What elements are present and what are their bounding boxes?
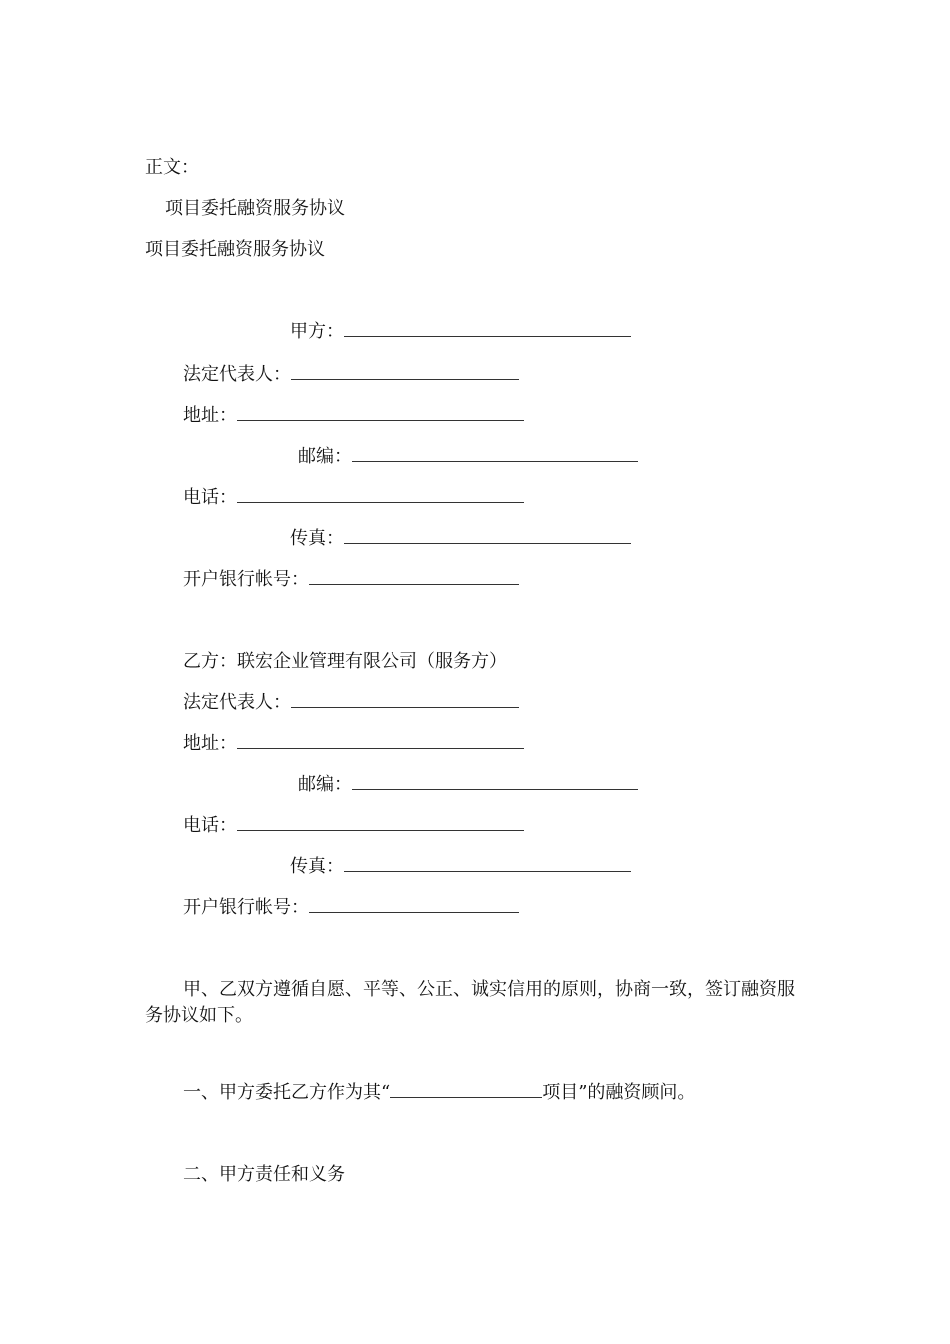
party-a-fax-row — [290, 527, 631, 551]
party-b-fax-row — [290, 855, 631, 879]
intro-paragraph: 甲、乙双方遵循自愿、平等、公正、诚实信用的原则，协商一致，签订融资服务协议如下。 — [145, 979, 795, 1026]
party-b-phone-blank — [237, 814, 524, 831]
party-a-rep-label: 法定代表人： — [183, 364, 291, 385]
party-a-address-row — [183, 404, 524, 428]
party-a-postcode-row — [298, 445, 638, 469]
party-b-phone-label: 电话： — [183, 815, 237, 836]
party-a-bank-blank — [309, 568, 519, 585]
party-b-rep-row — [183, 691, 519, 715]
party-a-name-label: 甲方： — [290, 321, 344, 342]
party-b-phone-row — [183, 814, 524, 838]
party-a-address-label: 地址： — [183, 405, 237, 426]
party-a-rep-blank — [291, 363, 519, 380]
party-b-address-blank — [237, 732, 524, 749]
clause-1-suffix: 项目”的融资顾问。 — [542, 1082, 696, 1103]
clause-1-prefix: 一、甲方委托乙方作为其“ — [183, 1082, 391, 1103]
party-a-bank-label: 开户银行帐号： — [183, 569, 309, 590]
party-b-postcode-label: 邮编： — [298, 774, 352, 795]
party-b-bank-row — [183, 896, 519, 920]
party-a-address-blank — [237, 404, 524, 421]
party-b-bank-blank — [309, 896, 519, 913]
party-a-phone-row — [183, 486, 524, 510]
party-b-address-label: 地址： — [183, 733, 237, 754]
clause-1 — [183, 1081, 695, 1105]
party-b-fax-label: 传真： — [290, 856, 344, 877]
party-a-bank-row — [183, 568, 519, 592]
party-b-rep-blank — [291, 691, 519, 708]
party-a-phone-blank — [237, 486, 524, 503]
document-title: 项目委托融资服务协议 — [145, 239, 325, 260]
party-a-name-blank — [344, 320, 631, 337]
party-b-rep-label: 法定代表人： — [183, 692, 291, 713]
party-a-postcode-label: 邮编： — [298, 446, 352, 467]
party-b-fax-blank — [344, 855, 631, 872]
party-a-rep-row — [183, 363, 519, 387]
party-b-postcode-blank — [352, 773, 638, 790]
clause-2-heading: 二、甲方责任和义务 — [183, 1164, 345, 1185]
party-b-address-row — [183, 732, 524, 756]
party-a-fax-label: 传真： — [290, 528, 344, 549]
party-b-name: 乙方：联宏企业管理有限公司（服务方） — [183, 651, 507, 672]
document-subtitle: 项目委托融资服务协议 — [165, 198, 345, 219]
body-label: 正文： — [145, 157, 199, 178]
party-a-phone-label: 电话： — [183, 487, 237, 508]
party-b-postcode-row — [298, 773, 638, 797]
clause-1-project-blank — [390, 1081, 542, 1098]
party-a-postcode-blank — [352, 445, 638, 462]
party-a-fax-blank — [344, 527, 631, 544]
party-b-bank-label: 开户银行帐号： — [183, 897, 309, 918]
party-a-name-row — [290, 320, 631, 344]
